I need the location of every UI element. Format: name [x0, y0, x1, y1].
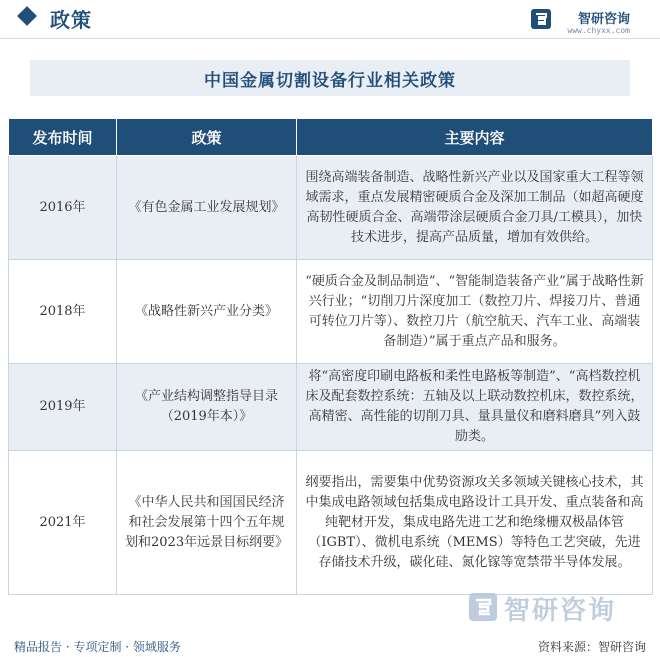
footer-tagline: 精品报告 · 专项定制 · 领域服务: [14, 640, 181, 654]
cell-content: 纲要指出，需要集中优势资源攻关多领域关键核心技术，其中集成电路领域包括集成电路设计工具开发、重点装备和高纯靶材开发，集成电路先进工艺和绝缘栅双极晶体管（IGBT）、微机电系统（MEMS）等特色工艺突破，先进存储技术升级，碳化硅、氮化镓等宽禁带半导体发展。: [297, 451, 653, 595]
brand-logo-icon: [530, 8, 552, 30]
cell-content: 将“高密度印刷电路板和柔性电路板等制造”、“高档数控机床及配套数控系统：五轴及以上联动数控机床，数控系统，高精密、高性能的切削刀具、量具量仪和磨料磨具”列入鼓励类。: [297, 364, 653, 451]
table-title-box: [30, 60, 630, 96]
brand-url: www.chyxx.com: [567, 26, 630, 35]
cell-content: 围绕高端装备制造、战略性新兴产业以及国家重大工程等领域需求，重点发展精密硬质合金及深加工制品（如超高硬度高韧性硬质合金、高端带涂层硬质合金刀具/工模具），加快技术进步，提高产品质量，增加有效供给。: [297, 156, 653, 260]
table-row: [9, 364, 653, 451]
header-content: 主要内容: [297, 119, 653, 156]
section-title: 政策: [50, 8, 92, 32]
brand-name: 智研咨询: [577, 12, 630, 27]
watermark-logo-icon: [468, 592, 498, 622]
cell-policy: 《有色金属工业发展规划》: [117, 156, 297, 260]
page-footer: [0, 628, 660, 657]
cell-time: 2018年: [9, 260, 117, 364]
table-row: [9, 260, 653, 364]
brand-block: [500, 6, 650, 36]
cell-time: 2021年: [9, 451, 117, 595]
brand-watermark: [468, 590, 638, 626]
footer-source: 资料来源：智研咨询: [537, 640, 646, 654]
table-row: [9, 156, 653, 260]
table-header-row: [9, 119, 653, 156]
policy-table: [8, 118, 653, 595]
header-policy: 政策: [117, 119, 297, 156]
table-row: [9, 451, 653, 595]
cell-policy: 《战略性新兴产业分类》: [117, 260, 297, 364]
watermark-text: 智研咨询: [504, 596, 617, 626]
page-header: [0, 0, 660, 38]
header-time: 发布时间: [9, 119, 117, 156]
cell-policy: 《产业结构调整指导目录（2019年本）》: [117, 364, 297, 451]
cell-time: 2016年: [9, 156, 117, 260]
cell-policy: 《中华人民共和国国民经济和社会发展第十四个五年规划和2023年远景目标纲要》: [117, 451, 297, 595]
cell-time: 2019年: [9, 364, 117, 451]
cell-content: “硬质合金及制品制造”、“智能制造装备产业”属于战略性新兴行业；“切削刀片深度加工（数控刀片、焊接刀片、普通可转位刀片等）、数控刀片（航空航天、汽车工业、高端装备制造）”属于重点产品和服务。: [297, 260, 653, 364]
table-title: 中国金属切割设备行业相关政策: [204, 70, 456, 91]
header-divider: [0, 38, 660, 39]
diamond-icon: [17, 6, 37, 26]
